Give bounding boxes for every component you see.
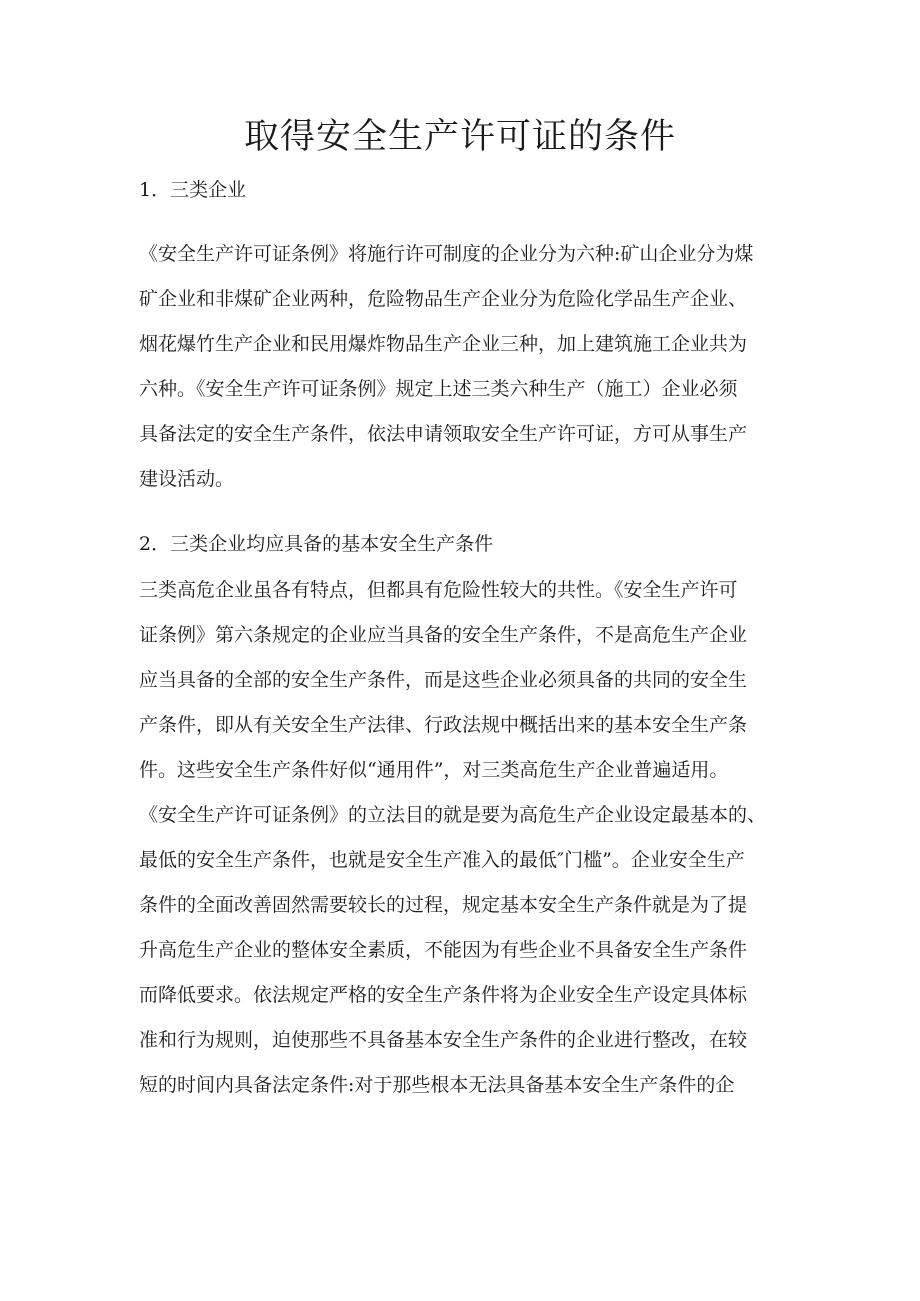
paragraph-line: 短的时间内具备法定条件:对于那些根本无法具备基本安全生产条件的企	[139, 1074, 735, 1096]
paragraph-line: 件。这些安全生产条件好似“通用件”，对三类高危生产企业普遍适用。	[139, 759, 729, 781]
paragraph-line: 证条例》第六条规定的企业应当具备的安全生产条件，不是高危生产企业	[139, 624, 748, 646]
paragraph-line: 具备法定的安全生产条件，依法申请领取安全生产许可证，方可从事生产	[139, 423, 748, 445]
paragraph-line: 建设活动。	[139, 468, 235, 490]
paragraph-line: 《安全生产许可证条例》将施行许可制度的企业分为六种:矿山企业分为煤	[139, 243, 754, 265]
paragraph-line: 升高危生产企业的整体安全素质，不能因为有些企业不具备安全生产条件	[139, 939, 748, 961]
paragraph-line: 矿企业和非煤矿企业两种，危险物品生产企业分为危险化学品生产企业、	[139, 288, 748, 310]
paragraph-line: 而降低要求。依法规定严格的安全生产条件将为企业安全生产设定具体标	[139, 984, 748, 1006]
paragraph-line: 应当具备的全部的安全生产条件，而是这些企业必须具备的共同的安全生	[139, 669, 748, 691]
section-heading-1: 1．三类企业	[139, 179, 247, 201]
paragraph-line: 烟花爆竹生产企业和民用爆炸物品生产企业三种，加上建筑施工企业共为	[139, 333, 748, 355]
section-1-paragraph	[139, 232, 789, 502]
paragraph-line: 三类高危企业虽各有特点，但都具有危险性较大的共性。《安全生产许可	[139, 579, 738, 601]
section-2-paragraph	[139, 568, 789, 1108]
section-heading-2: 2．三类企业均应具备的基本安全生产条件	[139, 533, 494, 555]
paragraph-line: 准和行为规则，迫使那些不具备基本安全生产条件的企业进行整改，在较	[139, 1029, 748, 1051]
paragraph-line: 《安全生产许可证条例》的立法目的就是要为高危生产企业设定最基本的、	[139, 804, 767, 826]
paragraph-line: 产条件，即从有关安全生产法律、行政法规中概括出来的基本安全生产条	[139, 714, 748, 736]
paragraph-line: 条件的全面改善固然需要较长的过程，规定基本安全生产条件就是为了提	[139, 894, 748, 916]
paragraph-line: 最低的安全生产条件，也就是安全生产准入的最低″门槛”。企业安全生产	[139, 849, 745, 871]
document-title: 取得安全生产许可证的条件	[243, 117, 676, 157]
paragraph-line: 六种。《安全生产许可证条例》规定上述三类六种生产（施工）企业必须	[139, 378, 738, 400]
